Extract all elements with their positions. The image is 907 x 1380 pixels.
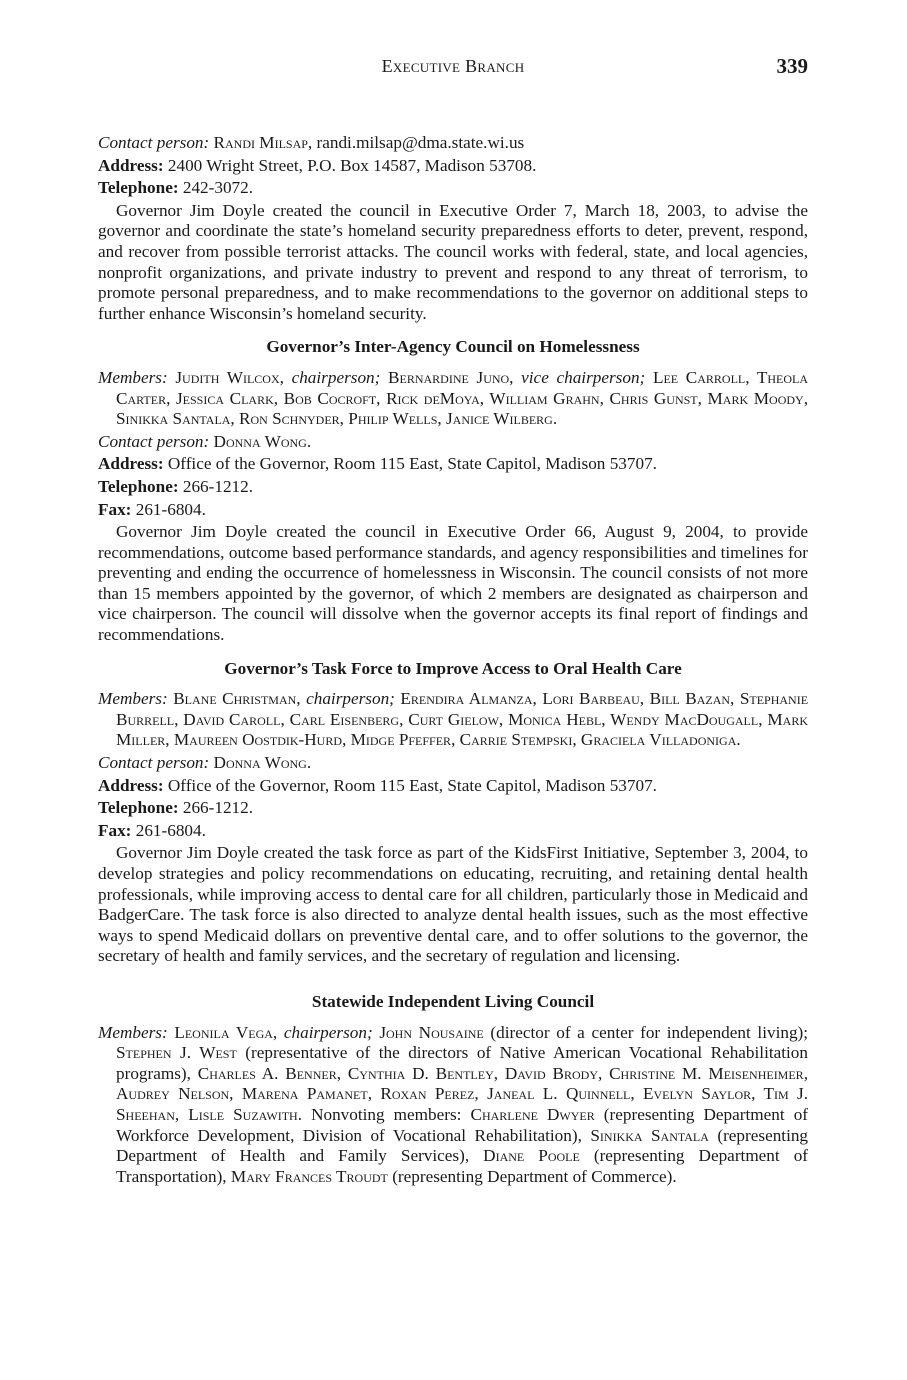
address-label: Address: [98, 454, 164, 474]
contact-label: Contact person: [98, 431, 210, 451]
contact-name: Randi Milsap, [213, 133, 313, 152]
member-name: Sinikka Santala [590, 1125, 709, 1145]
fax-line [98, 500, 808, 521]
fax-value: 261-6804. [135, 499, 206, 519]
contact-line [98, 432, 808, 453]
page-header [98, 54, 808, 82]
page-body [98, 133, 808, 1189]
telephone-label: Telephone: [98, 798, 179, 818]
address-value: 2400 Wright Street, P.O. Box 14587, Madison 53708. [167, 155, 537, 175]
section-title: Governor’s Task Force to Improve Access to Oral Health Care [224, 658, 682, 678]
member-name: Charlene Dwyer [470, 1104, 595, 1124]
section-title: Governor’s Inter-Agency Council on Homelessness [266, 337, 640, 357]
members-label: Members: [98, 689, 168, 709]
telephone-line [98, 798, 808, 819]
member-name: Stephen J. West [116, 1043, 237, 1063]
chair-name: Leonila Vega, [174, 1022, 278, 1042]
telephone-value: 266-1212. [182, 476, 254, 496]
address-label: Address: [98, 775, 164, 795]
page-number: 339 [776, 54, 808, 78]
address-line [98, 156, 808, 177]
telephone-value: 242-3072. [182, 178, 254, 198]
section-spacer [98, 967, 808, 979]
fax-label: Fax: [98, 499, 132, 519]
fax-value: 261-6804. [135, 820, 206, 840]
fax-label: Fax: [98, 820, 132, 840]
member-note: (representing Department of Transportation), [116, 1146, 809, 1186]
contact-name: Donna Wong. [213, 431, 312, 451]
running-head: Executive Branch [381, 56, 525, 76]
telephone-line [98, 477, 808, 498]
description-paragraph: Governor Jim Doyle created the task force as part of the KidsFirst Initiative, September 3, 2004, to develop strategies and policy recommendations on educating, recruiting, and retaining dental health professionals, while improving access to dental care for all children, particularly those in Medicaid and BadgerCare. The task force is also directed to analyze dental health issues, such as the most effective ways to spend Medicaid dollars on preventive dental care, and to offer solutions to the governor, the secretary of health and family services, and the secretary of regulation and licensing. [98, 843, 808, 966]
contact-email: randi.milsap@dma.state.wi.us [316, 133, 525, 152]
address-label: Address: [98, 155, 164, 175]
members-label: Members: [98, 367, 168, 387]
chair-name: Blane Christman, [173, 689, 301, 709]
vice-chair-name: Bernardine Juno, [388, 367, 514, 387]
description-paragraph: Governor Jim Doyle created the council in Executive Order 66, August 9, 2004, to provide recommendations, outcome based performance standards, and agency responsibilities and timelines for preventing and ending the occurrence of homelessness in Wisconsin. The council consists of not more than 15 members appointed by the governor, of which 2 members are designated as chairperson and vice chairperson. The council will dissolve when the governor accepts its final report of findings and recommendations. [98, 522, 808, 645]
address-line [98, 454, 808, 475]
telephone-label: Telephone: [98, 476, 179, 496]
vice-chair-role: vice chairperson; [521, 367, 646, 387]
address-line [98, 776, 808, 797]
member-name: Diane Poole [483, 1146, 580, 1166]
telephone-line [98, 178, 808, 199]
contact-label: Contact person: [98, 753, 210, 773]
members-label: Members: [98, 1022, 168, 1042]
chair-name: Judith Wilcox, [175, 367, 284, 387]
telephone-label: Telephone: [98, 178, 179, 198]
telephone-value: 266-1212. [182, 798, 254, 818]
member-name: John Nousaine [379, 1022, 484, 1042]
description-paragraph: Governor Jim Doyle created the council in Executive Order 7, March 18, 2003, to advise the governor and coordinate the state’s homeland security preparedness efforts to deter, prevent, respond, and recover from possible terrorist attacks. The council works with federal, state, and local agencies, nonprofit organizations, and private industry to prevent and respond to any threat of terrorism, to promote personal preparedness, and to make recommendations to the governor on additional steps to further enhance Wisconsin’s homeland security. [98, 200, 808, 323]
contact-name: Donna Wong. [213, 753, 312, 773]
member-name: Mary Frances Troudt [230, 1166, 388, 1186]
nonvoting-label: Nonvoting members: [311, 1104, 462, 1124]
member-note: (representing Department of Commerce). [392, 1166, 677, 1186]
address-value: Office of the Governor, Room 115 East, State Capitol, Madison 53707. [167, 454, 657, 474]
members-names: Charles A. Benner, Cynthia D. Bentley, David Brody, Christine M. Meisenheimer, Audrey Nelson, Marena Pamanet, Roxan Perez, Janeal L. Quinnell, Evelyn Saylor, Tim J. Sheehan, Lisle Suzawith. [116, 1063, 808, 1124]
members-list [98, 368, 808, 430]
member-note: (representing Department of Health and Family Services), [116, 1125, 809, 1166]
section-title: Statewide Independent Living Council [311, 991, 595, 1011]
address-value: Office of the Governor, Room 115 East, State Capitol, Madison 53707. [167, 775, 657, 795]
members-list [98, 1023, 808, 1188]
members-names: Erendira Almanza, Lori Barbeau, Bill Bazan, Stephanie Burrell, David Caroll, Carl Eisenberg, Curt Gielow, Monica Hebl, Wendy MacDougall, Mark Miller, Maureen Oostdik-Hurd, Midge Pfeffer, Carrie Stempski, Graciela Villadoniga. [116, 689, 809, 750]
chair-role: chairperson; [283, 1022, 373, 1042]
chair-role: chairperson; [291, 367, 381, 387]
member-note: (director of a center for independent living); [490, 1022, 809, 1042]
fax-line [98, 821, 808, 842]
contact-label: Contact person: [98, 133, 210, 152]
contact-line [98, 753, 808, 774]
contact-line [98, 133, 808, 154]
chair-role: chairperson; [306, 689, 395, 709]
members-names: Lee Carroll, Theola Carter, Jessica Clark, Bob Cocroft, Rick deMoya, William Grahn, Chris Gunst, Mark Moody, Sinikka Santala, Ron Schnyder, Philip Wells, Janice Wilberg. [116, 367, 809, 429]
members-list [98, 689, 808, 751]
member-note: (representative of the directors of Native American Vocational Rehabilitation programs), [116, 1043, 808, 1083]
member-note: (representing Department of Workforce Development, Division of Vocational Rehabilitation), [116, 1104, 809, 1145]
